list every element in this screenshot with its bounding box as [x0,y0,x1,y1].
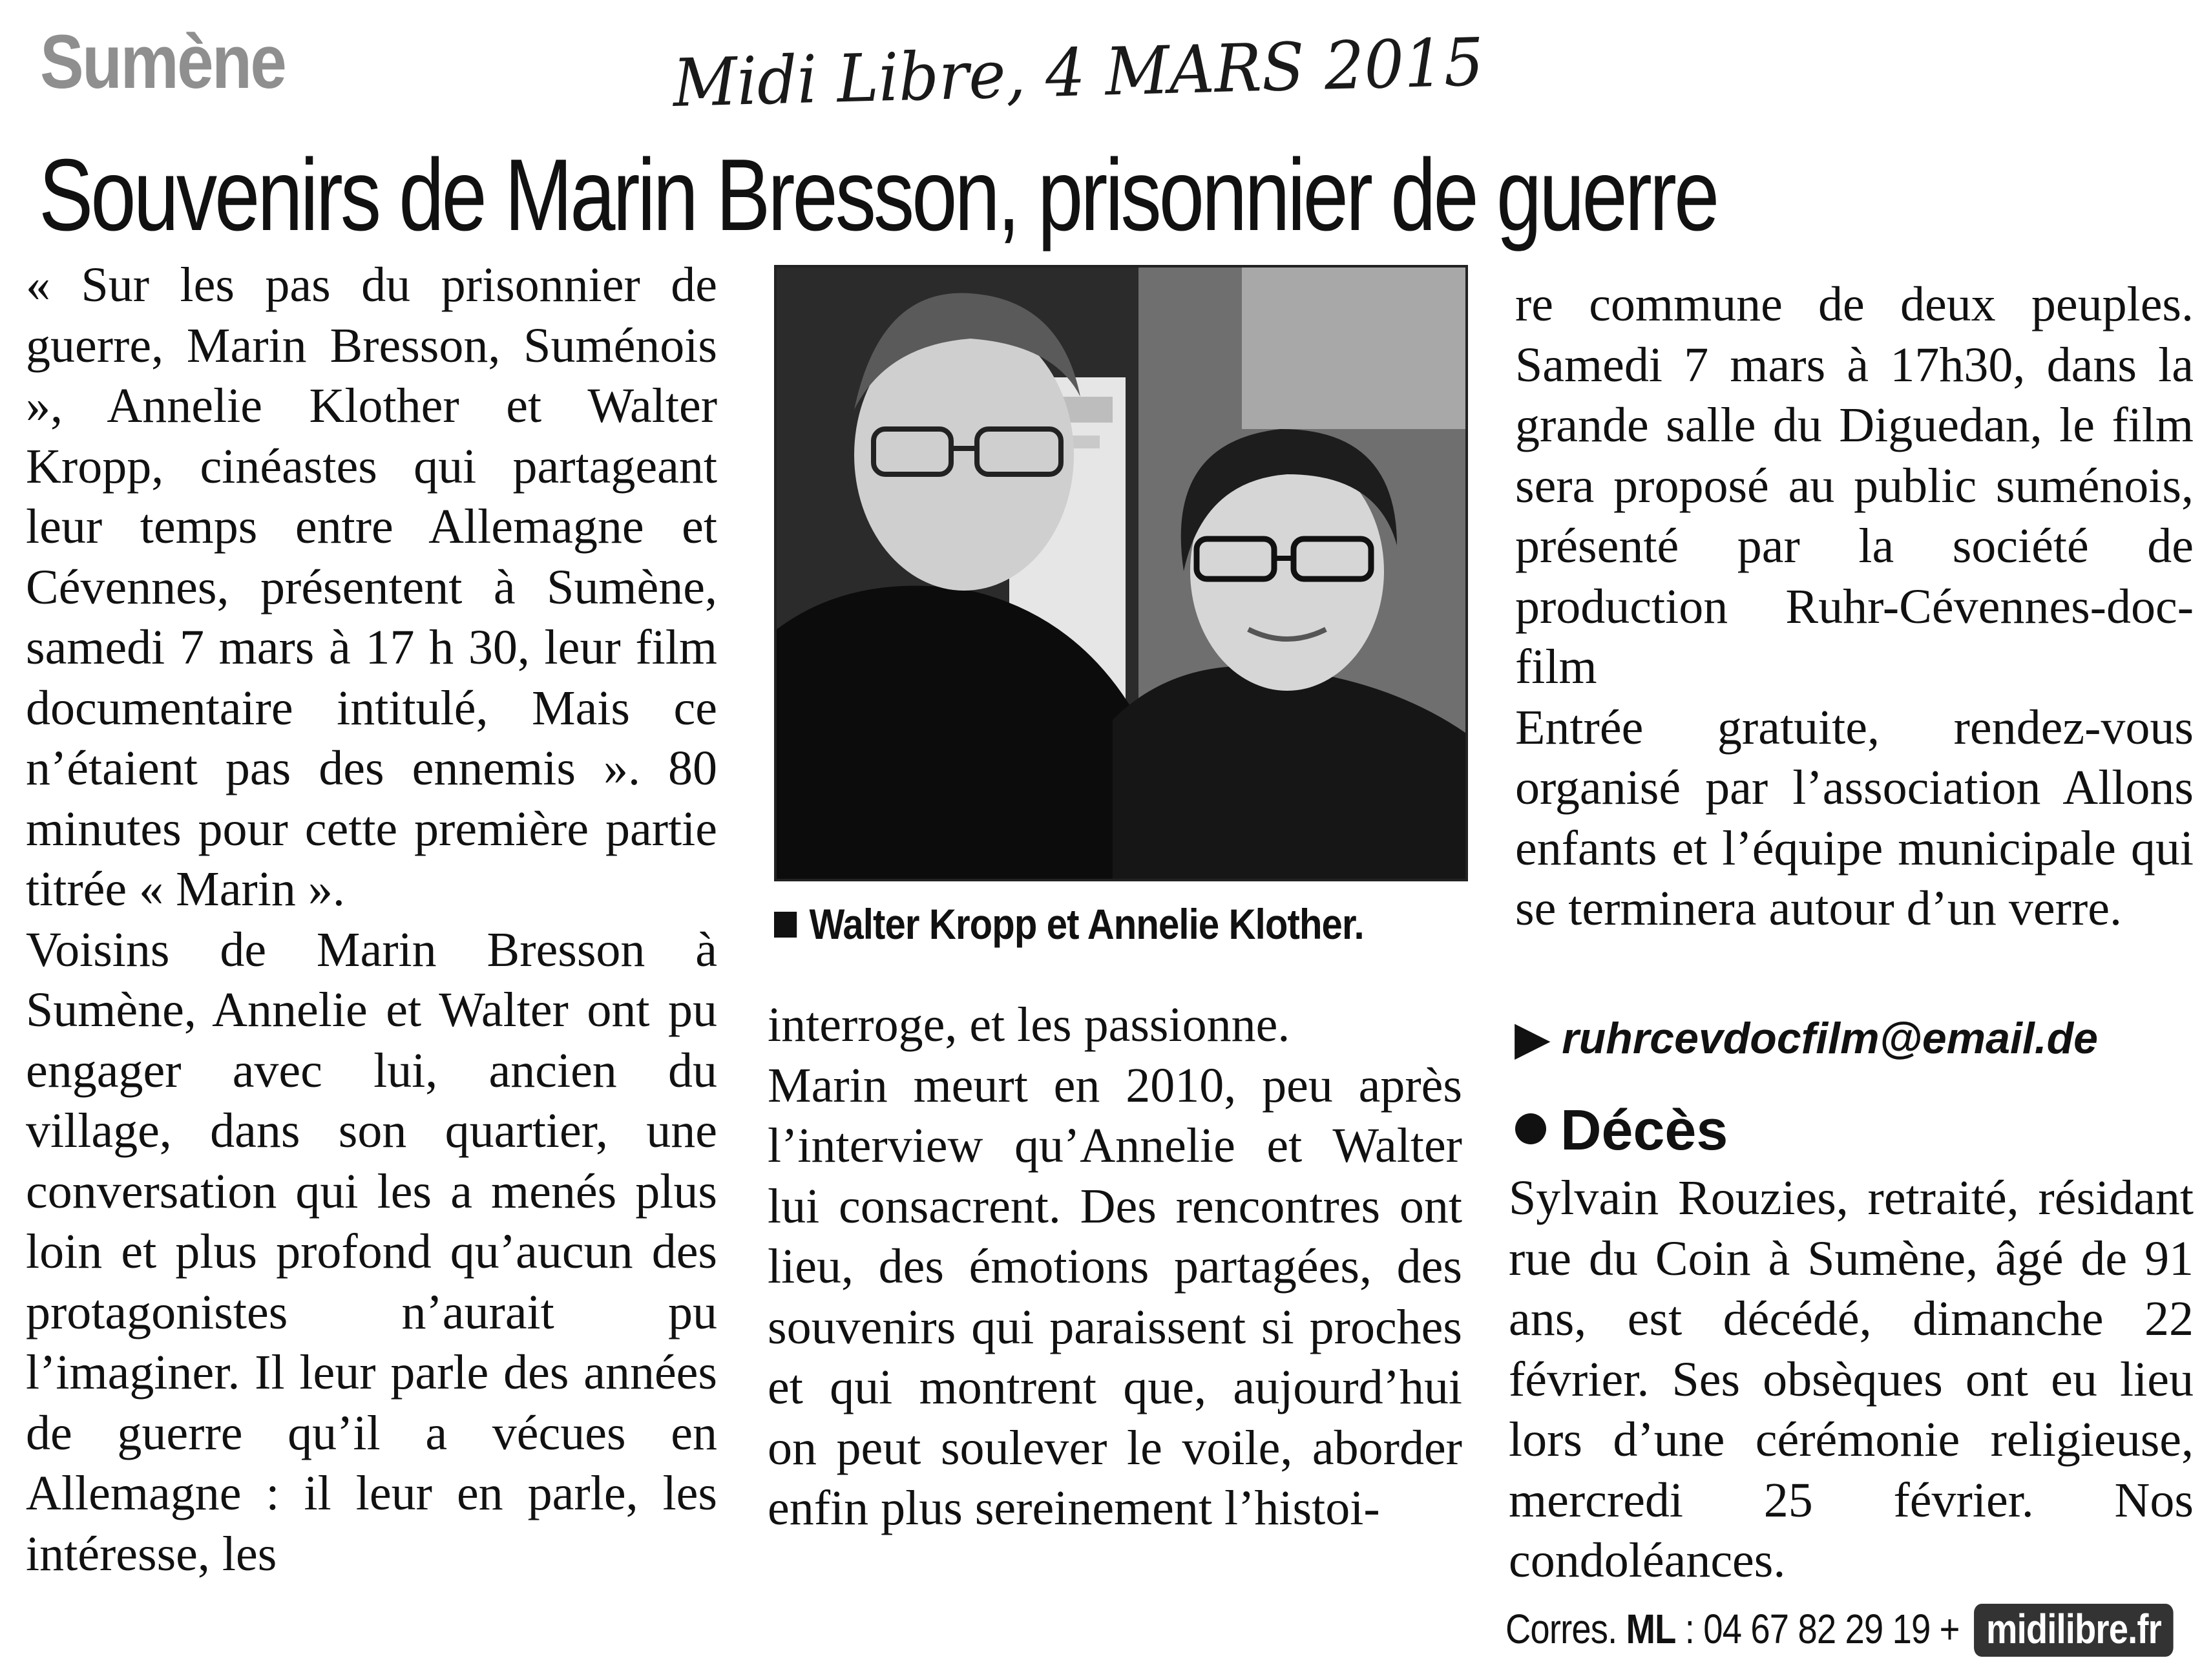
deces-heading [1515,1097,1728,1163]
bullet-dot-icon [1515,1113,1546,1144]
deces-title-text: Décès [1560,1098,1728,1162]
photo-caption [774,899,1364,949]
corres-label: Corres. [1505,1606,1617,1652]
article-column-2 [768,995,1462,1539]
photo-caption-text: Walter Kropp et Annelie Klother. [809,900,1364,948]
handwritten-date-note: Midi Libre, 4 MARS 2015 [672,24,1485,122]
corres-initials: ML [1626,1606,1676,1652]
paragraph: Entrée gratuite, rendez-vous organisé par l’association Allons enfants et l’équipe municipale qui se terminera autour d’un verre. [1515,700,2194,936]
corres-phone: : 04 67 82 29 19 + [1684,1606,1960,1652]
paragraph: Marin meurt en 2010, peu après l’interview qu’Annelie et Walter lui consacrent. Des rencontres ont lieu, des émotions partagées, des souvenirs qui paraissent si proches et qui montrent que, aujourd’hui on peut soulever le voile, aborder enfin plus sereinement l’histoi- [768,1058,1462,1535]
arrow-bullet-icon: ▶ [1515,1014,1549,1063]
article-column-1 [26,255,717,1584]
photo-illustration [777,268,1465,879]
article-photo [774,265,1468,881]
site-badge: midilibre.fr [1974,1604,2173,1657]
section-name: Sumène [40,19,286,105]
correspondent-footer [1505,1604,2174,1657]
email-text: ruhrcevdocfilm@email.de [1562,1014,2098,1063]
paragraph: interroge, et les passionne. [768,998,1290,1052]
deces-paragraph: Sylvain Rouzies, retraité, résidant rue du Coin à Sumène, âgé de 91 ans, est décédé, dimanche 22 février. Ses obsèques ont eu lieu lors d’une cérémonie religieuse, mercredi 25 février. Nos condoléances. [1509,1171,2194,1588]
paragraph: re commune de deux peuples. Samedi 7 mars à 17h30, dans la grande salle du Diguedan, le film sera proposé au public suménois, présenté par la société de production Ruhr-Cévennes-doc-film [1515,277,2194,694]
paragraph: « Sur les pas du prisonnier de guerre, Marin Bresson, Suménois », Annelie Klother et Walter Kropp, cinéastes qui partageant leur temps entre Allemagne et Cévennes, présentent à Sumène, samedi 7 mars à 17 h 30, leur film documentaire intitulé, Mais ce n’étaient pas des ennemis ». 80 minutes pour cette première partie titrée « Marin ». [26,258,717,916]
contact-email [1515,1013,2098,1064]
deces-column [1509,1168,2194,1591]
paragraph: Voisins de Marin Bresson à Sumène, Annelie et Walter ont pu engager avec lui, ancien du village, dans son quartier, une conversation qui les a menés plus loin et plus profond qu’aucun des protagonistes n’aurait pu l’imaginer. Il leur parle des années de guerre qu’il a vécues en Allemagne : il leur en parle, les intéresse, les [26,922,717,1581]
article-column-3 [1515,275,2194,940]
article-headline: Souvenirs de Marin Bresson, prisonnier de guerre [39,138,1717,252]
caption-square-bullet [774,912,797,938]
